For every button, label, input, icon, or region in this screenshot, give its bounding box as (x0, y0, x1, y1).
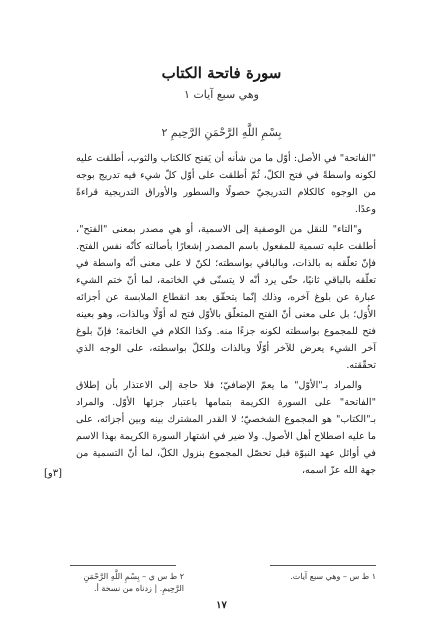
basmala: بِسْمِ اللَّهِ الرَّحْمَنِ الرَّحِيمِ ٢ (161, 126, 282, 139)
folio-marker: [٣و] (43, 468, 62, 479)
page-number: ١٧ (216, 600, 227, 611)
surah-subtitle: وهي سبع آيات ١ (184, 88, 259, 101)
paragraph-2: و"التاء" للنقل من الوصفية إلى الاسمية، أو هي مصدر بمعنى "الفتح"، أطلقت عليه تسمية للمفعول باسم المصدر إشعارًا بأصالته كأنّه نفس الفتح. فإنّ تعلّقه به بالذات، وبالباقي بواسطته؛ لكنّ لا على معنى أنّه واسطة في تعلّقه بالباقي ثانيًا، حتّى يرد أنّه لا يتسنّى في الخاتمة، لما أنّ ختم الشيء عبارة عن بلوغ آخره، وذلك إنّما يتحقّق بعد انقطاع الملابسة عن أجزائه الأُوَل؛ بل على معنى أنّ الفتح المتعلّق بالأوّل فتح له أوّلًا وبالذات، وهو بعينه فتح للمجموع بواسطته لكونه جزءًا منه. وكذا الكلام في الخاتمة؛ فإنّ بلوغ آخر الشيء يعرض للآخر أوّلًا وبالذات وللكلّ بواسطته، على الوجه الذي تحقّقته. (76, 224, 376, 371)
footnote-divider-right (270, 565, 376, 566)
footnote-2: ٢ ط س ي – بِسْمِ اللَّهِ الرَّحْمَنِ الرَّحِيمِ. | زدناه من نسخة أ. (83, 572, 184, 593)
footnote-divider-left (70, 565, 176, 566)
main-text (76, 150, 376, 482)
paragraph-3: والمراد بـ"الأوّل" ما يعمّ الإضافيّ؛ فلا حاجة إلى الاعتذار بأن إطلاق "الفاتحة" على السورة الكريمة بتمامها باعتبار جزئها الأوّل. والمراد بـ"الكتاب" هو المجموع الشخصيّ؛ لا القدر المشترك بينه وبين أجزائه، على ما عليه اصطلاح أهل الأصول. ولا ضير في اشتهار السورة الكريمة بهذا الاسم في أوائل عهد النبوّة قبل تحصّل المجموع بنزول الكلّ، لما أنّ التسمية من جهة الله عزّ اسمه، (76, 380, 376, 476)
surah-title: سورة فاتحة الكتاب (161, 64, 282, 82)
paragraph-1: "الفاتحة" في الأصل: أوّل ما من شأنه أن يَفتح كالكتاب والثوب، أطلقت عليه لكونه واسطةً في فتح الكلّ، ثُمّ أطلقت على أوّل كلّ شيء فيه تدريج بوجه من الوجوه كالكلام التدريجيّ حصولًا والسطور والأوراق التدريجية قراءةً وعدًا. (76, 153, 376, 215)
footnote-1: ١ ط س – وهي سبع آيات. (290, 572, 376, 581)
